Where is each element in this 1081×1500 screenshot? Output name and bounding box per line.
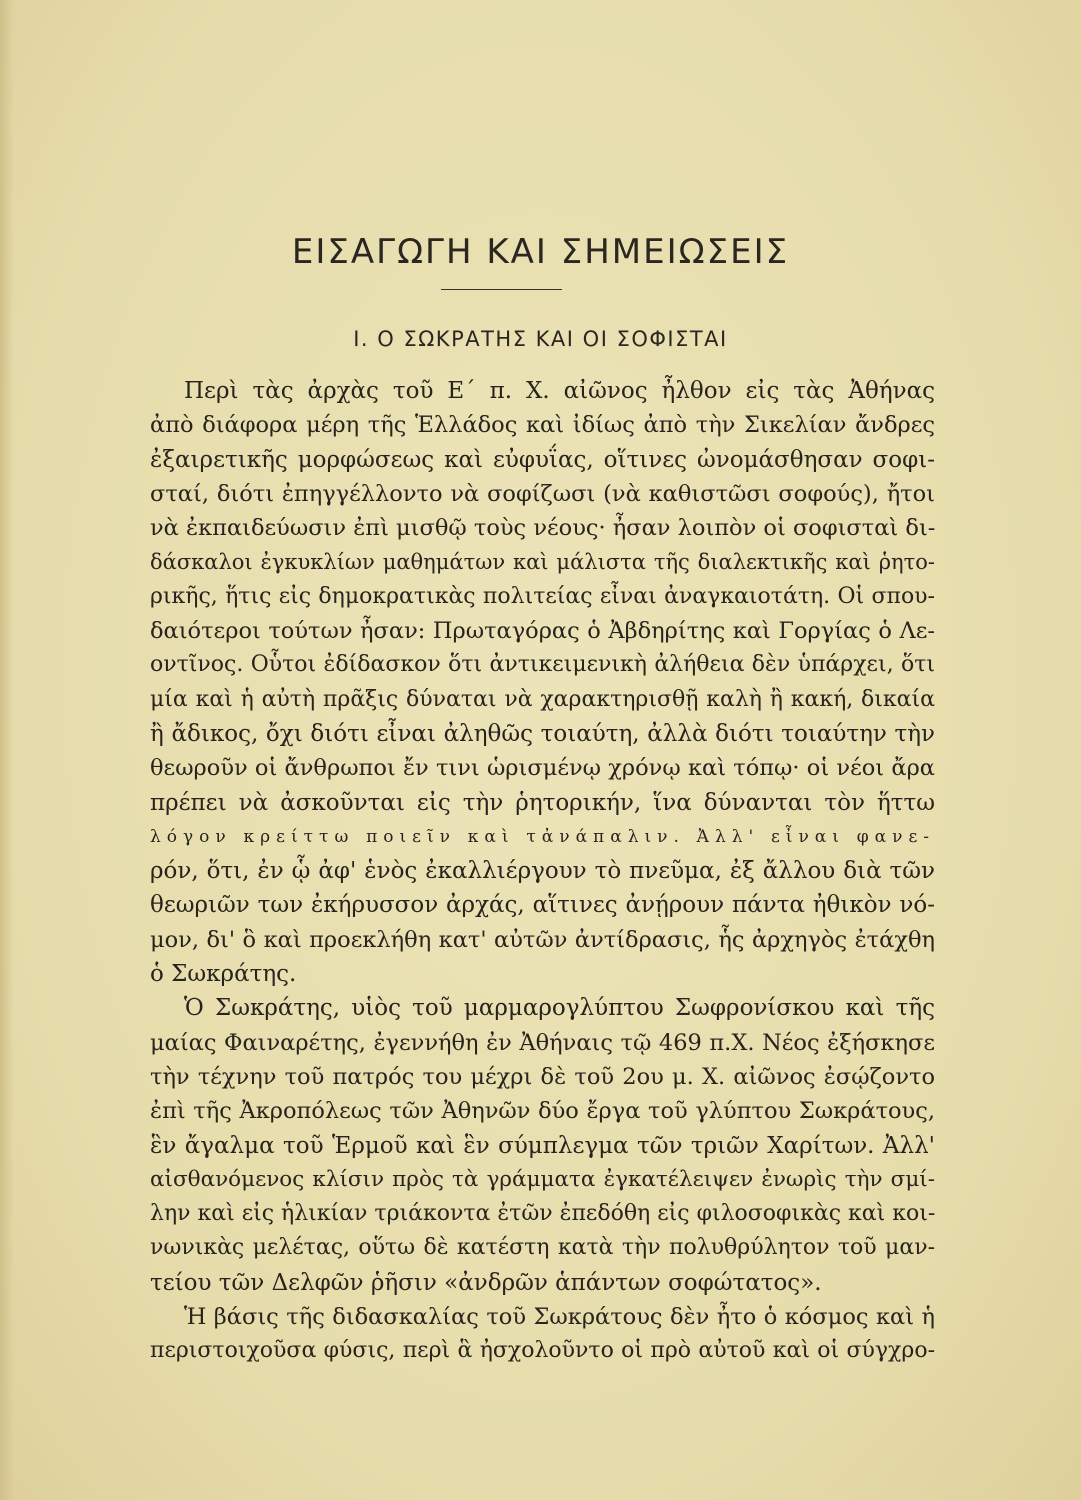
text-line: δάσκαλοι ἐγκυκλίων μαθημάτων καὶ μάλιστα τῆς διαλεκτικῆς καὶ ῥητο-	[150, 550, 935, 575]
text-line: ἐξαιρετικῆς μορφώσεως καὶ εὐφυΐας, οἵτινες ὠνομάσθησαν σοφι-	[150, 446, 935, 473]
text-line: αἰσθανόμενος κλίσιν πρὸς τὰ γράμματα ἐγκατέλειψεν ἐνωρὶς τὴν σμί-	[150, 1166, 935, 1192]
text-line: μον, δι' ὃ καὶ προεκλήθη κατ' αὐτῶν ἀντίδρασις, ἧς ἀρχηγὸς ἐτάχθη	[150, 926, 935, 953]
text-line: ἀπὸ διάφορα μέρη τῆς Ἑλλάδος καὶ ἰδίως ἀπὸ τὴν Σικελίαν ἄνδρες	[150, 412, 935, 439]
text-line: ἐπὶ τῆς Ἀκροπόλεως τῶν Ἀθηνῶν δύο ἔργα τοῦ γλύπτου Σωκράτους,	[150, 1098, 935, 1125]
title-divider	[441, 289, 562, 290]
text-line: ρικῆς, ἥτις εἰς δημοκρατικὰς πολιτείας εἶναι ἀναγκαιοτάτη. Οἱ σπου-	[150, 583, 935, 609]
body-text	[150, 374, 935, 1369]
text-line: μαίας Φαιναρέτης, ἐγεννήθη ἐν Ἀθήναις τῷ 469 π.Χ. Νέος ἐξήσκησε	[150, 1029, 935, 1056]
text-line: ἢ ἄδικος, ὄχι διότι εἶναι ἀληθῶς τοιαύτη, ἀλλὰ διότι τοιαύτην τὴν	[150, 720, 935, 747]
text-line: δαιότεροι τούτων ἦσαν: Πρωταγόρας ὁ Ἀβδηρίτης καὶ Γοργίας ὁ Λε-	[150, 618, 935, 645]
text-line: Ὁ Σωκράτης, υἱὸς τοῦ μαρμαρογλύπτου Σωφρονίσκου καὶ τῆς	[184, 995, 935, 1022]
text-line: νωνικὰς μελέτας, οὕτω δὲ κατέστη κατὰ τὴν πολυθρύλητον τοῦ μαν-	[150, 1235, 935, 1261]
text-line: νὰ ἐκπαιδεύωσιν ἐπὶ μισθῷ τοὺς νέους· ἦσαν λοιπὸν οἱ σοφισταὶ δι-	[150, 515, 936, 542]
text-line: θεωροῦν οἱ ἄνθρωποι ἔν τινι ὡρισμένῳ χρόνῳ καὶ τόπῳ· οἱ νέοι ἄρα	[150, 755, 935, 782]
text-line: λην καὶ εἰς ἡλικίαν τριάκοντα ἐτῶν ἐπεδόθη εἰς φιλοσοφικὰς καὶ κοι-	[150, 1201, 936, 1227]
main-title: ΕΙΣΑΓΩΓΗ ΚΑΙ ΣΗΜΕΙΩΣΕΙΣ	[291, 232, 790, 272]
text-line: θεωριῶν των ἐκήρυσσον ἀρχάς, αἵτινες ἀνῄρουν πάντα ἠθικὸν νό-	[150, 892, 935, 919]
text-line: Περὶ τὰς ἀρχὰς τοῦ Ε΄ π. Χ. αἰῶνος ἦλθον εἰς τὰς Ἀθήνας	[184, 378, 935, 404]
text-line: λόγον κρείττω ποιεῖν καὶ τἀνάπαλιν. Ἀλλ' εἶναι φανε-	[150, 826, 935, 847]
text-line: τὴν τέχνην τοῦ πατρός του μέχρι δὲ τοῦ 2ου μ. Χ. αἰῶνος ἐσῴζοντο	[150, 1063, 935, 1090]
section-title: Ι. Ο ΣΩΚΡΑΤΗΣ ΚΑΙ ΟΙ ΣΟΦΙΣΤΑΙ	[353, 327, 728, 351]
text-line: Ἡ βάσις τῆς διδασκαλίας τοῦ Σωκράτους δὲν ἦτο ὁ κόσμος καὶ ἡ	[184, 1304, 935, 1331]
text-line: οντῖνος. Οὗτοι ἐδίδασκον ὅτι ἀντικειμενικὴ ἀλήθεια δὲν ὑπάρχει, ὅτι	[150, 652, 935, 678]
text-line: σταί, διότι ἐπηγγέλλοντο νὰ σοφίζωσι (νὰ καθιστῶσι σοφούς), ἤτοι	[150, 480, 935, 507]
text-line: ρόν, ὅτι, ἐν ᾧ ἀφ' ἑνὸς ἐκαλλιέργουν τὸ πνεῦμα, ἐξ ἄλλου διὰ τῶν	[150, 858, 935, 885]
text-line: ἓν ἄγαλμα τοῦ Ἑρμοῦ καὶ ἓν σύμπλεγμα τῶν τριῶν Χαρίτων. Ἀλλ'	[150, 1132, 935, 1159]
page-edge-shadow	[0, 0, 14, 1500]
text-line: μία καὶ ἡ αὐτὴ πρᾶξις δύναται νὰ χαρακτηρισθῇ καλὴ ἢ κακή, δικαία	[150, 686, 935, 712]
text-line: τείου τῶν Δελφῶν ῥῆσιν «ἀνδρῶν ἁπάντων σοφώτατος».	[150, 1269, 822, 1296]
text-line: πρέπει νὰ ἀσκοῦνται εἰς τὴν ῥητορικήν, ἵνα δύνανται τὸν ἥττω	[150, 789, 935, 816]
text-line: περιστοιχοῦσα φύσις, περὶ ἃ ἠσχολοῦντο οἱ πρὸ αὐτοῦ καὶ οἱ σύγχρο-	[150, 1338, 935, 1364]
text-line: ὁ Σωκράτης.	[150, 961, 297, 988]
